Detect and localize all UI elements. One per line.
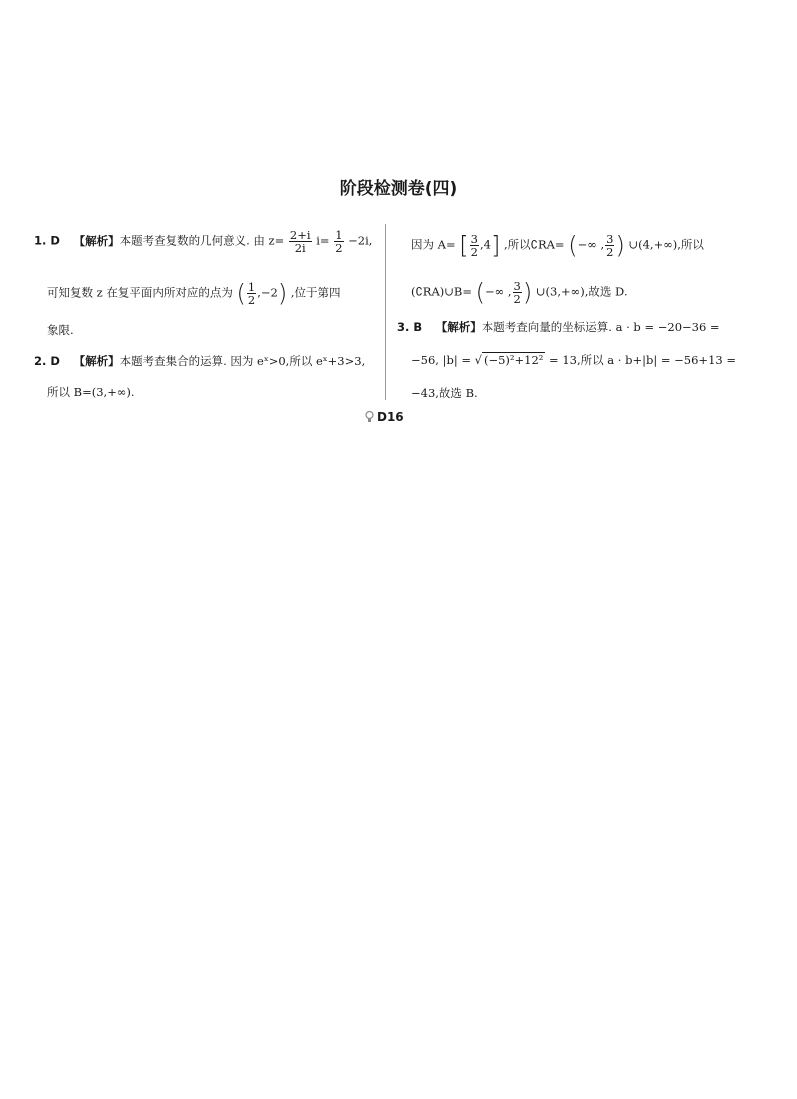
q1-point-rest: ,−2 xyxy=(257,285,278,300)
q1-intro: 本题考查复数的几何意义. 由 z= xyxy=(119,233,285,248)
q2-label: 2. D xyxy=(34,354,60,368)
q2c-l1c: ∪(4,+∞),所以 xyxy=(628,237,704,252)
q2c-l2b: ∪(3,+∞),故选 D. xyxy=(535,284,628,299)
q3-line-3: −43,故选 B. xyxy=(411,386,478,400)
q2c-d-fraction: $\frac{3}{2}$ xyxy=(513,279,521,307)
q1-fraction-1: $\frac{2+i}{2i}$ xyxy=(289,228,311,256)
q1-fraction-2: $\frac{1}{2}$ xyxy=(335,228,343,256)
q1-line-3: 象限. xyxy=(47,323,74,337)
q1-point-fraction: $\frac{1}{2}$ xyxy=(247,280,256,308)
q2-line-2: 所以 B=(3,+∞). xyxy=(47,385,135,399)
q1-end: −2i, xyxy=(348,233,373,248)
page-footer xyxy=(365,410,404,424)
q2c-l2a: (∁RA)∪B= xyxy=(411,284,472,299)
q2-line-1 xyxy=(34,356,365,368)
q3-l2b: = 13,所以 a · b+|b| = −56+13 = xyxy=(549,353,736,367)
page-title: 阶段检测卷(四) xyxy=(339,179,458,199)
q3-l2a: −56, |b| = xyxy=(411,353,471,367)
q3-label: 3. B xyxy=(397,320,423,334)
q2c-line-1: 因为 A= [ $\frac{3}{2}$ ,4] ,所以∁RA= (−∞ , $\frac{3}{2}$ ) ∪(4,+∞),所以 xyxy=(411,231,704,260)
lightbulb-icon xyxy=(365,411,374,423)
q3-line-2: −56, |b| = √ (−5)²+12² = 13,所以 a · b+|b| = −56+13 = xyxy=(411,353,736,367)
page-number: D16 xyxy=(377,410,404,424)
q1-l2a: 可知复数 z 在复平面内所对应的点为 xyxy=(47,285,233,300)
q3-sqrt: (−5)²+12² xyxy=(483,353,544,367)
q1-mid: i= xyxy=(316,233,330,248)
q2-l1: 本题考查集合的运算. 因为 eˣ>0,所以 eˣ+3>3, xyxy=(119,354,366,368)
q3-line-1 xyxy=(397,322,720,334)
q3-analysis-tag: 【解析】 xyxy=(435,320,482,334)
q2c-c-fraction: $\frac{3}{2}$ xyxy=(606,232,614,260)
q2c-a-fraction: $\frac{3}{2}$ xyxy=(470,232,478,260)
q2c-l1b: ,所以∁RA= xyxy=(503,237,565,252)
q1-analysis-tag: 【解析】 xyxy=(73,233,120,248)
q3-l1: 本题考查向量的坐标运算. a · b = −20−36 = xyxy=(481,320,720,334)
q1-l2b: ,位于第四 xyxy=(290,285,341,300)
q2c-line-2: (∁RA)∪B= (−∞ , $\frac{3}{2}$ ) ∪(3,+∞),故选 D. xyxy=(411,278,628,307)
q1-line-2: 可知复数 z 在复平面内所对应的点为 ( $\frac{1}{2}$ ,−2) ,位于第四 xyxy=(47,279,341,308)
column-divider xyxy=(385,224,386,400)
q2c-l1a: 因为 A= xyxy=(411,237,456,252)
q1-label: 1. D xyxy=(34,233,60,248)
q1-line-1 xyxy=(34,229,372,254)
q2-analysis-tag: 【解析】 xyxy=(73,354,120,368)
